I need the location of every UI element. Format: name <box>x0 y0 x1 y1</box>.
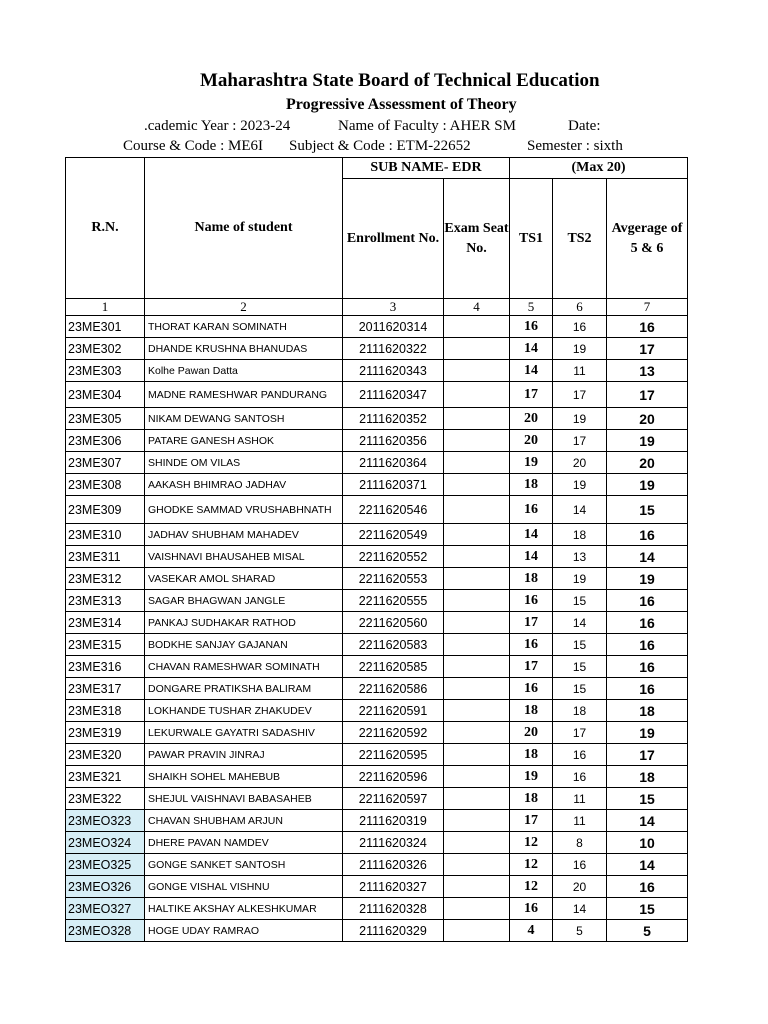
ts2-marks: 14 <box>553 612 607 634</box>
ts1-marks: 14 <box>510 360 553 382</box>
ts2-marks: 19 <box>553 568 607 590</box>
student-name: SHAIKH SOHEL MAHEBUB <box>145 766 343 788</box>
document-subtitle: Progressive Assessment of Theory <box>286 96 517 113</box>
exam-seat-number <box>444 590 510 612</box>
table-row <box>66 568 688 590</box>
exam-seat-number <box>444 452 510 474</box>
ts1-marks: 18 <box>510 474 553 496</box>
ts2-marks: 14 <box>553 496 607 524</box>
enrollment-number: 2211620586 <box>343 678 444 700</box>
exam-seat-number <box>444 744 510 766</box>
col-header-exam-seat: Exam Seat No. <box>444 179 510 299</box>
ts2-marks: 20 <box>553 452 607 474</box>
exam-seat-number <box>444 832 510 854</box>
exam-seat-number <box>444 408 510 430</box>
average-marks: 19 <box>607 568 688 590</box>
roll-number: 23ME318 <box>66 700 145 722</box>
exam-seat-number <box>444 568 510 590</box>
roll-number: 23ME301 <box>66 316 145 338</box>
table-row <box>66 920 688 942</box>
student-name: MADNE RAMESHWAR PANDURANG <box>145 382 343 408</box>
ts1-marks: 16 <box>510 316 553 338</box>
ts2-marks: 17 <box>553 382 607 408</box>
average-marks: 20 <box>607 408 688 430</box>
student-name: SAGAR BHAGWAN JANGLE <box>145 590 343 612</box>
average-marks: 14 <box>607 810 688 832</box>
enrollment-number: 2111620356 <box>343 430 444 452</box>
ts2-marks: 11 <box>553 788 607 810</box>
enrollment-number: 2211620585 <box>343 656 444 678</box>
table-row <box>66 766 688 788</box>
document-title: Maharashtra State Board of Technical Education <box>200 70 600 91</box>
enrollment-number: 2111620343 <box>343 360 444 382</box>
table-row <box>66 898 688 920</box>
ts2-marks: 16 <box>553 766 607 788</box>
ts1-marks: 16 <box>510 898 553 920</box>
roll-number: 23ME308 <box>66 474 145 496</box>
roll-number: 23MEO327 <box>66 898 145 920</box>
table-row <box>66 634 688 656</box>
ts1-marks: 17 <box>510 810 553 832</box>
enrollment-number: 2111620371 <box>343 474 444 496</box>
ts1-marks: 20 <box>510 430 553 452</box>
table-row <box>66 722 688 744</box>
roll-number: 23ME320 <box>66 744 145 766</box>
student-name: GONGE SANKET SANTOSH <box>145 854 343 876</box>
exam-seat-number <box>444 524 510 546</box>
ts1-marks: 12 <box>510 832 553 854</box>
exam-seat-number <box>444 612 510 634</box>
exam-seat-number <box>444 678 510 700</box>
average-marks: 18 <box>607 766 688 788</box>
student-name: DHERE PAVAN NAMDEV <box>145 832 343 854</box>
roll-number: 23MEO323 <box>66 810 145 832</box>
average-marks: 5 <box>607 920 688 942</box>
enrollment-number: 2211620591 <box>343 700 444 722</box>
student-name: LOKHANDE TUSHAR ZHAKUDEV <box>145 700 343 722</box>
roll-number: 23ME306 <box>66 430 145 452</box>
ts1-marks: 18 <box>510 568 553 590</box>
enrollment-number: 2211620597 <box>343 788 444 810</box>
student-name: DHANDE KRUSHNA BHANUDAS <box>145 338 343 360</box>
exam-seat-number <box>444 876 510 898</box>
ts1-marks: 12 <box>510 854 553 876</box>
average-marks: 13 <box>607 360 688 382</box>
enrollment-number: 2011620314 <box>343 316 444 338</box>
ts2-marks: 8 <box>553 832 607 854</box>
col-number: 4 <box>444 299 510 316</box>
ts2-marks: 18 <box>553 700 607 722</box>
roll-number: 23ME307 <box>66 452 145 474</box>
roll-number: 23MEO328 <box>66 920 145 942</box>
ts1-marks: 18 <box>510 744 553 766</box>
roll-number: 23MEO326 <box>66 876 145 898</box>
average-marks: 10 <box>607 832 688 854</box>
ts2-marks: 5 <box>553 920 607 942</box>
exam-seat-number <box>444 496 510 524</box>
roll-number: 23ME304 <box>66 382 145 408</box>
col-header-average: Avgerage of 5 & 6 <box>607 179 688 299</box>
roll-number: 23ME302 <box>66 338 145 360</box>
exam-seat-number <box>444 788 510 810</box>
col-number: 3 <box>343 299 444 316</box>
ts2-marks: 14 <box>553 898 607 920</box>
ts1-marks: 18 <box>510 788 553 810</box>
exam-seat-number <box>444 360 510 382</box>
roll-number: 23ME322 <box>66 788 145 810</box>
enrollment-number: 2111620328 <box>343 898 444 920</box>
ts2-marks: 16 <box>553 316 607 338</box>
table-row <box>66 360 688 382</box>
table-row <box>66 430 688 452</box>
col-header-ts2: TS2 <box>553 179 607 299</box>
max-marks-header: (Max 20) <box>510 158 688 179</box>
average-marks: 16 <box>607 678 688 700</box>
ts1-marks: 17 <box>510 656 553 678</box>
roll-number: 23MEO324 <box>66 832 145 854</box>
student-name: LEKURWALE GAYATRI SADASHIV <box>145 722 343 744</box>
ts2-marks: 15 <box>553 656 607 678</box>
roll-number: 23ME305 <box>66 408 145 430</box>
average-marks: 17 <box>607 744 688 766</box>
roll-number: 23ME313 <box>66 590 145 612</box>
exam-seat-number <box>444 474 510 496</box>
average-marks: 18 <box>607 700 688 722</box>
ts1-marks: 17 <box>510 612 553 634</box>
student-name: PAWAR PRAVIN JINRAJ <box>145 744 343 766</box>
average-marks: 16 <box>607 612 688 634</box>
average-marks: 15 <box>607 898 688 920</box>
average-marks: 14 <box>607 546 688 568</box>
ts2-marks: 15 <box>553 634 607 656</box>
faculty-name: Name of Faculty : AHER SM <box>338 118 516 134</box>
col-number: 6 <box>553 299 607 316</box>
ts2-marks: 15 <box>553 590 607 612</box>
ts2-marks: 11 <box>553 360 607 382</box>
roll-number: 23ME303 <box>66 360 145 382</box>
roll-number: 23ME317 <box>66 678 145 700</box>
student-name: GONGE VISHAL VISHNU <box>145 876 343 898</box>
ts2-marks: 17 <box>553 430 607 452</box>
enrollment-number: 2111620326 <box>343 854 444 876</box>
enrollment-number: 2211620583 <box>343 634 444 656</box>
student-name: THORAT KARAN SOMINATH <box>145 316 343 338</box>
table-row <box>66 810 688 832</box>
student-name: NIKAM DEWANG SANTOSH <box>145 408 343 430</box>
average-marks: 16 <box>607 876 688 898</box>
student-name: BODKHE SANJAY GAJANAN <box>145 634 343 656</box>
student-name: VAISHNAVI BHAUSAHEB MISAL <box>145 546 343 568</box>
enrollment-number: 2111620327 <box>343 876 444 898</box>
enrollment-number: 2211620555 <box>343 590 444 612</box>
student-name: AAKASH BHIMRAO JADHAV <box>145 474 343 496</box>
ts2-marks: 19 <box>553 338 607 360</box>
exam-seat-number <box>444 546 510 568</box>
average-marks: 19 <box>607 474 688 496</box>
roll-number: 23ME310 <box>66 524 145 546</box>
average-marks: 16 <box>607 524 688 546</box>
exam-seat-number <box>444 700 510 722</box>
average-marks: 17 <box>607 338 688 360</box>
student-name: PATARE GANESH ASHOK <box>145 430 343 452</box>
ts2-marks: 17 <box>553 722 607 744</box>
student-name: DONGARE PRATIKSHA BALIRAM <box>145 678 343 700</box>
col-number: 1 <box>66 299 145 316</box>
exam-seat-number <box>444 634 510 656</box>
table-row <box>66 338 688 360</box>
average-marks: 15 <box>607 788 688 810</box>
table-row <box>66 678 688 700</box>
enrollment-number: 2211620560 <box>343 612 444 634</box>
enrollment-number: 2111620329 <box>343 920 444 942</box>
roll-number: 23ME314 <box>66 612 145 634</box>
ts2-marks: 19 <box>553 408 607 430</box>
student-name: SHEJUL VAISHNAVI BABASAHEB <box>145 788 343 810</box>
average-marks: 16 <box>607 316 688 338</box>
table-row <box>66 316 688 338</box>
table-row <box>66 700 688 722</box>
ts1-marks: 19 <box>510 766 553 788</box>
average-marks: 14 <box>607 854 688 876</box>
exam-seat-number <box>444 854 510 876</box>
ts1-marks: 14 <box>510 546 553 568</box>
ts2-marks: 18 <box>553 524 607 546</box>
exam-seat-number <box>444 316 510 338</box>
table-row <box>66 854 688 876</box>
ts2-marks: 11 <box>553 810 607 832</box>
ts2-marks: 13 <box>553 546 607 568</box>
roll-number: 23ME309 <box>66 496 145 524</box>
subject-code: Subject & Code : ETM-22652 <box>289 138 471 154</box>
table-row <box>66 524 688 546</box>
enrollment-number: 2111620352 <box>343 408 444 430</box>
table-row <box>66 656 688 678</box>
student-name: PANKAJ SUDHAKAR RATHOD <box>145 612 343 634</box>
exam-seat-number <box>444 382 510 408</box>
table-row <box>66 382 688 408</box>
ts2-marks: 15 <box>553 678 607 700</box>
roll-number: 23ME311 <box>66 546 145 568</box>
student-name: HOGE UDAY RAMRAO <box>145 920 343 942</box>
date-label: Date: <box>568 118 601 134</box>
enrollment-number: 2211620596 <box>343 766 444 788</box>
col-number: 2 <box>145 299 343 316</box>
enrollment-number: 2211620553 <box>343 568 444 590</box>
student-name: CHAVAN RAMESHWAR SOMINATH <box>145 656 343 678</box>
exam-seat-number <box>444 722 510 744</box>
col-number: 7 <box>607 299 688 316</box>
exam-seat-number <box>444 656 510 678</box>
col-header-ts1: TS1 <box>510 179 553 299</box>
enrollment-number: 2211620549 <box>343 524 444 546</box>
student-name: CHAVAN SHUBHAM ARJUN <box>145 810 343 832</box>
roll-number: 23ME312 <box>66 568 145 590</box>
course-code: Course & Code : ME6I <box>123 138 263 154</box>
ts1-marks: 14 <box>510 338 553 360</box>
ts1-marks: 16 <box>510 634 553 656</box>
ts1-marks: 16 <box>510 496 553 524</box>
col-number: 5 <box>510 299 553 316</box>
ts2-marks: 20 <box>553 876 607 898</box>
student-name: SHINDE OM VILAS <box>145 452 343 474</box>
enrollment-number: 2111620322 <box>343 338 444 360</box>
exam-seat-number <box>444 338 510 360</box>
table-row <box>66 788 688 810</box>
average-marks: 16 <box>607 634 688 656</box>
table-row <box>66 474 688 496</box>
ts1-marks: 20 <box>510 722 553 744</box>
student-name: VASEKAR AMOL SHARAD <box>145 568 343 590</box>
enrollment-number: 2211620595 <box>343 744 444 766</box>
ts1-marks: 18 <box>510 700 553 722</box>
ts1-marks: 19 <box>510 452 553 474</box>
exam-seat-number <box>444 920 510 942</box>
average-marks: 15 <box>607 496 688 524</box>
exam-seat-number <box>444 810 510 832</box>
ts1-marks: 16 <box>510 590 553 612</box>
ts1-marks: 20 <box>510 408 553 430</box>
average-marks: 17 <box>607 382 688 408</box>
average-marks: 16 <box>607 590 688 612</box>
table-row <box>66 612 688 634</box>
col-header-enrollment: Enrollment No. <box>343 179 444 299</box>
student-name: GHODKE SAMMAD VRUSHABHNATH <box>145 496 343 524</box>
student-name: Kolhe Pawan Datta <box>145 360 343 382</box>
enrollment-number: 2211620546 <box>343 496 444 524</box>
average-marks: 19 <box>607 430 688 452</box>
table-row <box>66 496 688 524</box>
table-row <box>66 832 688 854</box>
ts1-marks: 14 <box>510 524 553 546</box>
average-marks: 16 <box>607 656 688 678</box>
exam-seat-number <box>444 430 510 452</box>
table-row <box>66 590 688 612</box>
enrollment-number: 2211620592 <box>343 722 444 744</box>
table-row <box>66 546 688 568</box>
ts1-marks: 16 <box>510 678 553 700</box>
col-header-rn: R.N. <box>66 158 145 299</box>
enrollment-number: 2111620324 <box>343 832 444 854</box>
enrollment-number: 2111620347 <box>343 382 444 408</box>
average-marks: 20 <box>607 452 688 474</box>
ts2-marks: 19 <box>553 474 607 496</box>
exam-seat-number <box>444 766 510 788</box>
ts2-marks: 16 <box>553 854 607 876</box>
ts2-marks: 16 <box>553 744 607 766</box>
ts1-marks: 17 <box>510 382 553 408</box>
ts1-marks: 12 <box>510 876 553 898</box>
exam-seat-number <box>444 898 510 920</box>
semester: Semester : sixth <box>527 138 623 154</box>
student-name: JADHAV SHUBHAM MAHADEV <box>145 524 343 546</box>
academic-year: .cademic Year : 2023-24 <box>144 118 291 134</box>
table-row <box>66 408 688 430</box>
roll-number: 23ME319 <box>66 722 145 744</box>
enrollment-number: 2111620319 <box>343 810 444 832</box>
marks-table <box>65 157 688 942</box>
roll-number: 23MEO325 <box>66 854 145 876</box>
table-row <box>66 452 688 474</box>
roll-number: 23ME321 <box>66 766 145 788</box>
sub-name-header: SUB NAME- EDR <box>343 158 510 179</box>
ts1-marks: 4 <box>510 920 553 942</box>
average-marks: 19 <box>607 722 688 744</box>
enrollment-number: 2211620552 <box>343 546 444 568</box>
enrollment-number: 2111620364 <box>343 452 444 474</box>
roll-number: 23ME315 <box>66 634 145 656</box>
roll-number: 23ME316 <box>66 656 145 678</box>
student-name: HALTIKE AKSHAY ALKESHKUMAR <box>145 898 343 920</box>
table-row <box>66 876 688 898</box>
table-row <box>66 744 688 766</box>
col-header-name: Name of student <box>145 158 343 299</box>
